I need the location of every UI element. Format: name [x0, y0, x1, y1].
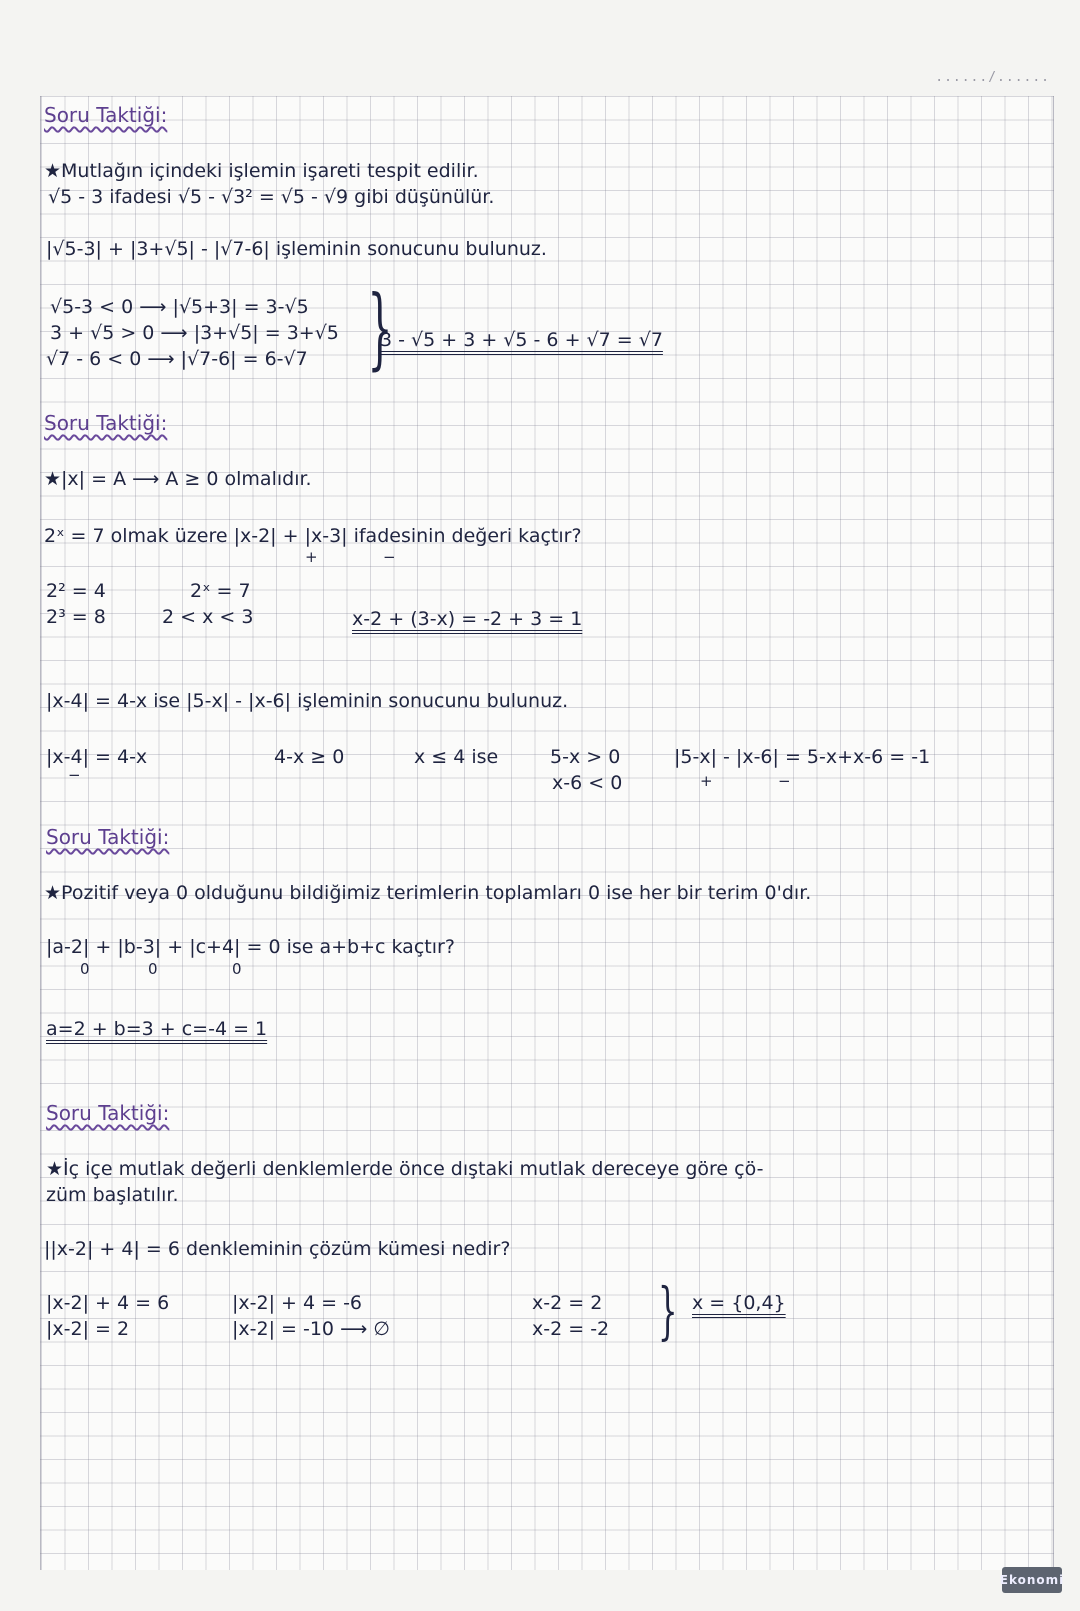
- question-text: ||x-2| + 4| = 6 denkleminin çözüm kümesi nedir?: [44, 1238, 511, 1260]
- right-brace: }: [657, 1274, 678, 1347]
- calc-line: x ≤ 4 ise: [414, 746, 499, 768]
- step-line: √7 - 6 < 0 ⟶ |√7-6| = 6-√7: [46, 348, 308, 370]
- calc-line: x-2 = 2: [532, 1292, 603, 1314]
- zero-mark: 0: [232, 960, 242, 978]
- calc-line: x-2 = -2: [532, 1318, 610, 1340]
- calc-line: x-6 < 0: [552, 772, 623, 794]
- brand-logo: Ekonomi: [1002, 1567, 1062, 1593]
- calc-line: |x-4| = 4-x: [46, 746, 148, 768]
- calc-line: |x-2| = -10 ⟶ ∅: [232, 1318, 390, 1340]
- question-text: |a-2| + |b-3| + |c+4| = 0 ise a+b+c kaçtır?: [46, 936, 455, 958]
- question-text: |√5-3| + |3+√5| - |√7-6| işleminin sonucunu bulunuz.: [46, 238, 547, 260]
- tip-line: ★İç içe mutlak değerli denklemlerde önce dıştaki mutlak dereceye göre çö-: [46, 1158, 764, 1180]
- step-line: √5-3 < 0 ⟶ |√5+3| = 3-√5: [50, 296, 309, 318]
- calc-line: 5-x > 0: [550, 746, 621, 768]
- result-text: a=2 + b=3 + c=-4 = 1: [46, 1018, 268, 1040]
- step-line: 3 + √5 > 0 ⟶ |3+√5| = 3+√5: [50, 322, 339, 344]
- tip-line: ★Pozitif veya 0 olduğunu bildiğimiz terimlerin toplamları 0 ise her bir terim 0'dır.: [44, 882, 812, 904]
- question-text: 2ˣ = 7 olmak üzere |x-2| + |x-3| ifadesinin değeri kaçtır?: [44, 525, 582, 547]
- calc-line: 4-x ≥ 0: [274, 746, 345, 768]
- zero-mark: 0: [148, 960, 158, 978]
- section-title: Soru Taktiği:: [44, 103, 168, 127]
- calc-line: 2² = 4: [46, 580, 106, 602]
- calc-line: 2ˣ = 7: [190, 580, 251, 602]
- sign-minus: −: [68, 766, 81, 784]
- sign-plus: +: [700, 772, 713, 790]
- section-title: Soru Taktiği:: [46, 825, 170, 849]
- tip-line: √5 - 3 ifadesi √5 - √3² = √5 - √9 gibi düşünülür.: [48, 186, 495, 208]
- calc-line: |x-2| = 2: [46, 1318, 130, 1340]
- section-title: Soru Taktiği:: [46, 1101, 170, 1125]
- tip-line: ★Mutlağın içindeki işlemin işareti tespit edilir.: [44, 160, 479, 182]
- sign-plus: +: [305, 548, 318, 566]
- calc-line: |x-2| + 4 = 6: [46, 1292, 170, 1314]
- sign-minus: −: [383, 548, 396, 566]
- result-text: |5-x| - |x-6| = 5-x+x-6 = -1: [674, 746, 931, 768]
- right-brace: }: [367, 276, 393, 379]
- result-text: 3 - √5 + 3 + √5 - 6 + √7 = √7: [380, 329, 663, 351]
- result-text: x-2 + (3-x) = -2 + 3 = 1: [352, 608, 583, 630]
- calc-line: |x-2| + 4 = -6: [232, 1292, 363, 1314]
- section-title: Soru Taktiği:: [44, 411, 168, 435]
- question-text: |x-4| = 4-x ise |5-x| - |x-6| işleminin sonucunu bulunuz.: [46, 690, 569, 712]
- sign-minus: −: [778, 772, 791, 790]
- result-text: x = {0,4}: [692, 1292, 786, 1314]
- zero-mark: 0: [80, 960, 90, 978]
- tip-line: züm başlatılır.: [46, 1184, 179, 1206]
- calc-line: 2³ = 8: [46, 606, 106, 628]
- calc-line: 2 < x < 3: [162, 606, 254, 628]
- page-number: ....../......: [935, 70, 1050, 85]
- tip-line: ★|x| = A ⟶ A ≥ 0 olmalıdır.: [44, 468, 312, 490]
